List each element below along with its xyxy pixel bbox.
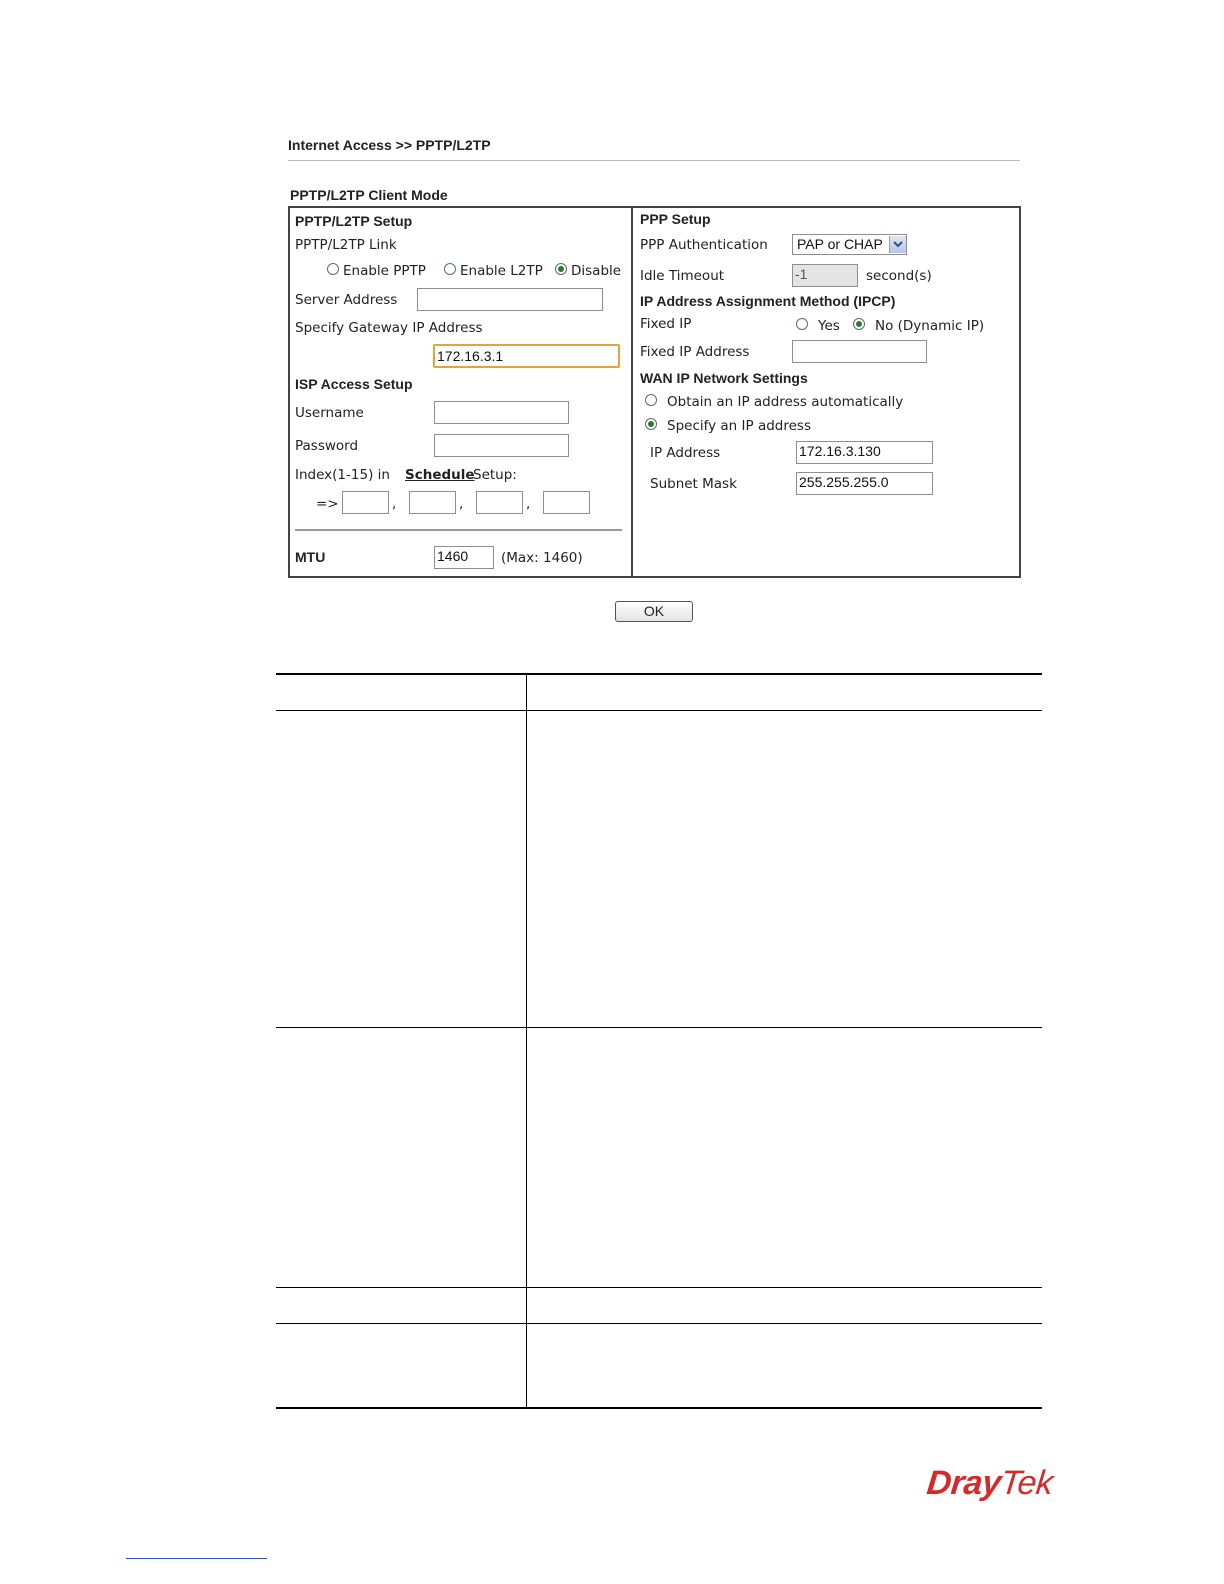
schedule-index-4-input[interactable] <box>543 491 590 514</box>
specify-ip-label: Specify an IP address <box>667 418 811 434</box>
fixed-ip-yes-label: Yes <box>818 318 840 334</box>
fixed-ip-address-label: Fixed IP Address <box>640 344 750 360</box>
mode-title: PPTP/L2TP Client Mode <box>290 187 448 203</box>
fixed-ip-yes-radio[interactable] <box>796 318 808 330</box>
table-row-divider-3 <box>276 1323 1042 1324</box>
pptp-link-label: PPTP/L2TP Link <box>295 237 397 253</box>
footer-line <box>126 1558 267 1559</box>
settings-box-divider <box>631 207 633 577</box>
schedule-link[interactable]: Schedule <box>405 467 475 483</box>
settings-box <box>288 206 1021 578</box>
mtu-max-label: (Max: 1460) <box>501 550 583 566</box>
password-label: Password <box>295 438 359 454</box>
subnet-mask-label: Subnet Mask <box>650 476 737 492</box>
fixed-ip-no-label: No (Dynamic IP) <box>875 318 985 334</box>
subnet-mask-input[interactable]: 255.255.255.0 <box>796 472 933 495</box>
gateway-ip-input[interactable]: 172.16.3.1 <box>433 344 620 368</box>
mtu-label: MTU <box>295 549 326 565</box>
username-label: Username <box>295 405 364 421</box>
comma-1: , <box>392 496 397 512</box>
chevron-down-icon[interactable] <box>889 236 906 253</box>
fixed-ip-address-input[interactable] <box>792 340 927 363</box>
schedule-index-3-input[interactable] <box>476 491 523 514</box>
draytek-logo <box>925 1464 1055 1503</box>
comma-3: , <box>526 496 531 512</box>
schedule-index-1-input[interactable] <box>342 491 389 514</box>
schedule-arrow: => <box>316 496 339 512</box>
fixed-ip-label: Fixed IP <box>640 316 692 332</box>
ppp-auth-value: PAP or CHAP <box>797 236 883 252</box>
username-input[interactable] <box>434 401 569 424</box>
pptp-setup-title: PPTP/L2TP Setup <box>295 213 413 229</box>
isp-access-title: ISP Access Setup <box>295 376 413 392</box>
ip-address-label: IP Address <box>650 445 721 461</box>
schedule-index-2-input[interactable] <box>409 491 456 514</box>
ipcp-title: IP Address Assignment Method (IPCP) <box>640 293 896 309</box>
enable-pptp-label: Enable PPTP <box>343 263 426 279</box>
server-address-label: Server Address <box>295 292 398 308</box>
mtu-divider <box>295 529 622 531</box>
password-input[interactable] <box>434 434 569 457</box>
enable-l2tp-label: Enable L2TP <box>460 263 543 279</box>
obtain-ip-radio[interactable] <box>645 394 657 406</box>
wan-ip-title: WAN IP Network Settings <box>640 370 808 386</box>
gateway-label: Specify Gateway IP Address <box>295 320 483 336</box>
comma-2: , <box>459 496 464 512</box>
logo-part-2: Tek <box>998 1464 1055 1502</box>
enable-pptp-radio[interactable] <box>327 263 339 275</box>
table-row-divider-1 <box>276 1027 1042 1028</box>
idle-timeout-unit: second(s) <box>866 268 932 284</box>
idle-timeout-input[interactable]: -1 <box>792 264 858 287</box>
index-suffix: Setup: <box>473 467 517 483</box>
ppp-setup-title: PPP Setup <box>640 211 711 227</box>
disable-radio[interactable] <box>555 263 567 275</box>
idle-timeout-label: Idle Timeout <box>640 268 725 284</box>
breadcrumb: Internet Access >> PPTP/L2TP <box>288 137 491 153</box>
table-top-border <box>276 673 1042 675</box>
index-label: Index(1-15) in <box>295 467 390 483</box>
table-bottom-border <box>276 1407 1042 1409</box>
specify-ip-radio[interactable] <box>645 418 657 430</box>
ok-button[interactable]: OK <box>615 601 693 622</box>
table-header-divider <box>276 710 1042 711</box>
breadcrumb-divider <box>288 160 1020 161</box>
enable-l2tp-radio[interactable] <box>444 263 456 275</box>
ppp-auth-label: PPP Authentication <box>640 237 768 253</box>
fixed-ip-no-radio[interactable] <box>853 318 865 330</box>
ip-address-input[interactable]: 172.16.3.130 <box>796 441 933 464</box>
table-column-divider <box>526 673 527 1409</box>
obtain-ip-label: Obtain an IP address automatically <box>667 394 904 410</box>
table-row-divider-2 <box>276 1287 1042 1288</box>
logo-part-1: Dray <box>925 1464 1003 1502</box>
disable-label: Disable <box>571 263 622 279</box>
mtu-input[interactable]: 1460 <box>434 546 494 569</box>
server-address-input[interactable] <box>417 288 603 311</box>
